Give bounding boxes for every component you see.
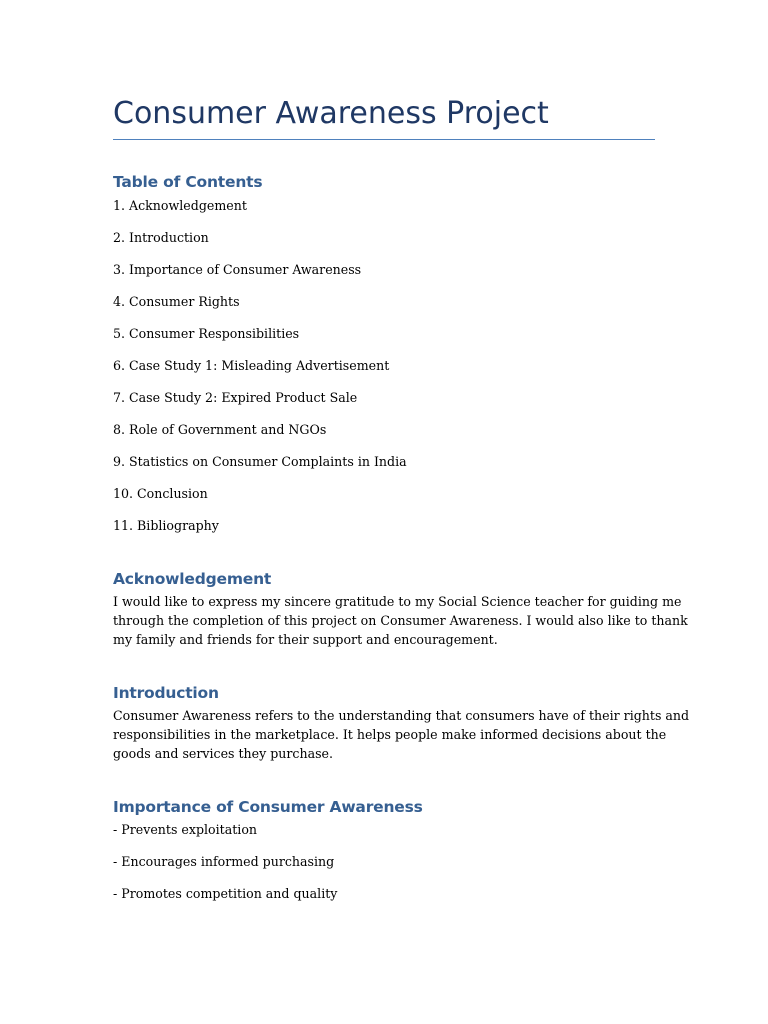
introduction-line: goods and services they purchase.	[113, 746, 334, 761]
toc-item-responsibilities: 5. Consumer Responsibilities	[113, 326, 300, 341]
importance-list-item: - Prevents exploitation	[113, 822, 258, 837]
title-divider	[113, 139, 655, 140]
acknowledgement-line: I would like to express my sincere gratitude to my Social Science teacher for guiding me	[113, 594, 682, 609]
toc-item-government-ngos: 8. Role of Government and NGOs	[113, 422, 327, 437]
introduction-heading: Introduction	[113, 684, 219, 702]
introduction-line: responsibilities in the marketplace. It helps people make informed decisions about the	[113, 727, 667, 742]
toc-item-conclusion: 10. Conclusion	[113, 486, 208, 501]
toc-item-rights: 4. Consumer Rights	[113, 294, 240, 309]
document-title: Consumer Awareness Project	[113, 96, 549, 131]
importance-list-item: - Promotes competition and quality	[113, 886, 338, 901]
toc-item-bibliography: 11. Bibliography	[113, 518, 219, 533]
toc-item-case-study-2: 7. Case Study 2: Expired Product Sale	[113, 390, 358, 405]
acknowledgement-line: through the completion of this project on Consumer Awareness. I would also like to thank	[113, 613, 688, 628]
importance-list-item: - Encourages informed purchasing	[113, 854, 335, 869]
toc-heading: Table of Contents	[113, 173, 263, 191]
toc-item-case-study-1: 6. Case Study 1: Misleading Advertisement	[113, 358, 390, 373]
toc-item-acknowledgement: 1. Acknowledgement	[113, 198, 247, 213]
acknowledgement-line: my family and friends for their support and encouragement.	[113, 632, 498, 647]
toc-item-introduction: 2. Introduction	[113, 230, 209, 245]
toc-item-importance: 3. Importance of Consumer Awareness	[113, 262, 362, 277]
toc-item-statistics: 9. Statistics on Consumer Complaints in India	[113, 454, 407, 469]
importance-heading: Importance of Consumer Awareness	[113, 798, 423, 816]
introduction-line: Consumer Awareness refers to the understanding that consumers have of their rights and	[113, 708, 690, 723]
acknowledgement-heading: Acknowledgement	[113, 570, 272, 588]
